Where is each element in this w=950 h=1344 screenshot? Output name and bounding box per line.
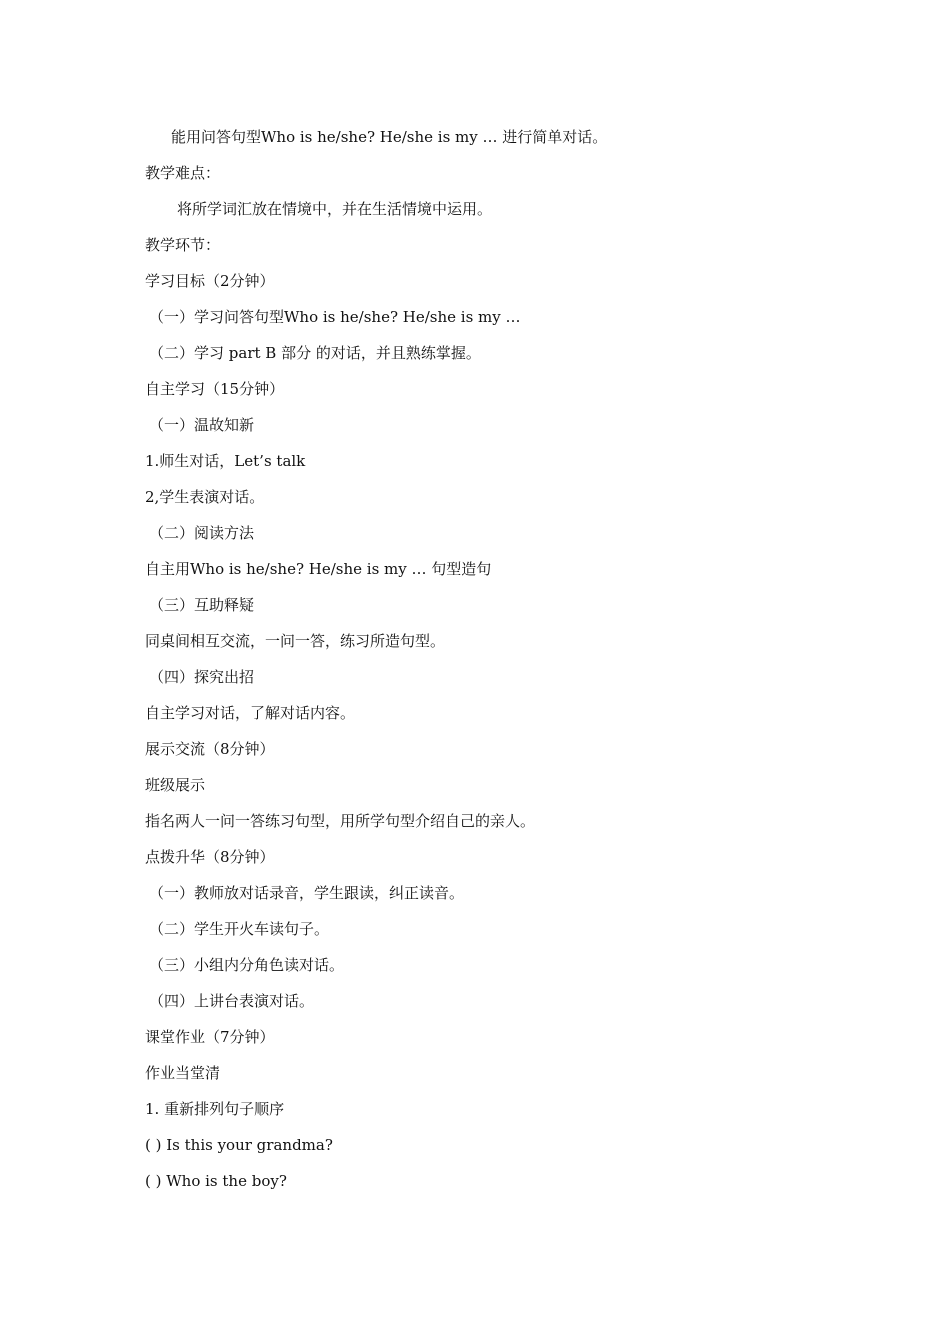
self-study-item-4: 同桌间相互交流，一问一答，练习所造句型。 (145, 632, 446, 650)
difficulty-line: 将所学词汇放在情境中，并在生活情境中运用。 (177, 200, 493, 218)
goal-item-1: （一）学习问答句型Who is he/she? He/she is my … (149, 308, 521, 326)
document-body (145, 124, 845, 1204)
guidance-item-1: （一）教师放对话录音，学生跟读，纠正读音。 (149, 884, 465, 902)
section-heading-steps: 教学环节： (145, 236, 221, 254)
self-study-sub-2: （二）阅读方法 (149, 524, 255, 542)
self-study-item-2: 2,学生表演对话。 (145, 488, 265, 506)
homework-task-1: 1. 重新排列句子顺序 (145, 1100, 285, 1118)
self-study-item-5: 自主学习对话，了解对话内容。 (145, 704, 356, 722)
section-heading-display: 展示交流（8分钟） (145, 740, 275, 758)
section-heading-difficulty: 教学难点： (145, 164, 221, 182)
goal-item-2: （二）学习 part B 部分 的对话，并且熟练掌握。 (149, 344, 481, 362)
homework-sentence-2: ( ) Who is the boy? (145, 1172, 287, 1190)
homework-sub: 作业当堂清 (145, 1064, 221, 1082)
self-study-sub-1: （一）温故知新 (149, 416, 255, 434)
guidance-item-3: （三）小组内分角色读对话。 (149, 956, 345, 974)
self-study-item-1: 1.师生对话，Let’s talk (145, 452, 306, 470)
homework-sentence-1: ( ) Is this your grandma? (145, 1136, 333, 1154)
objective-line: 能用问答句型Who is he/she? He/she is my … 进行简单对话。 (171, 128, 608, 146)
display-item: 指名两人一问一答练习句型，用所学句型介绍自己的亲人。 (145, 812, 536, 830)
section-heading-homework: 课堂作业（7分钟） (145, 1028, 275, 1046)
section-heading-goals: 学习目标（2分钟） (145, 272, 275, 290)
section-heading-guidance: 点拨升华（8分钟） (145, 848, 275, 866)
self-study-sub-3: （三）互助释疑 (149, 596, 255, 614)
self-study-sub-4: （四）探究出招 (149, 668, 255, 686)
display-sub: 班级展示 (145, 776, 206, 794)
self-study-item-3: 自主用Who is he/she? He/she is my … 句型造句 (145, 560, 492, 578)
section-heading-self-study: 自主学习（15分钟） (145, 380, 285, 398)
guidance-item-2: （二）学生开火车读句子。 (149, 920, 330, 938)
guidance-item-4: （四）上讲台表演对话。 (149, 992, 315, 1010)
